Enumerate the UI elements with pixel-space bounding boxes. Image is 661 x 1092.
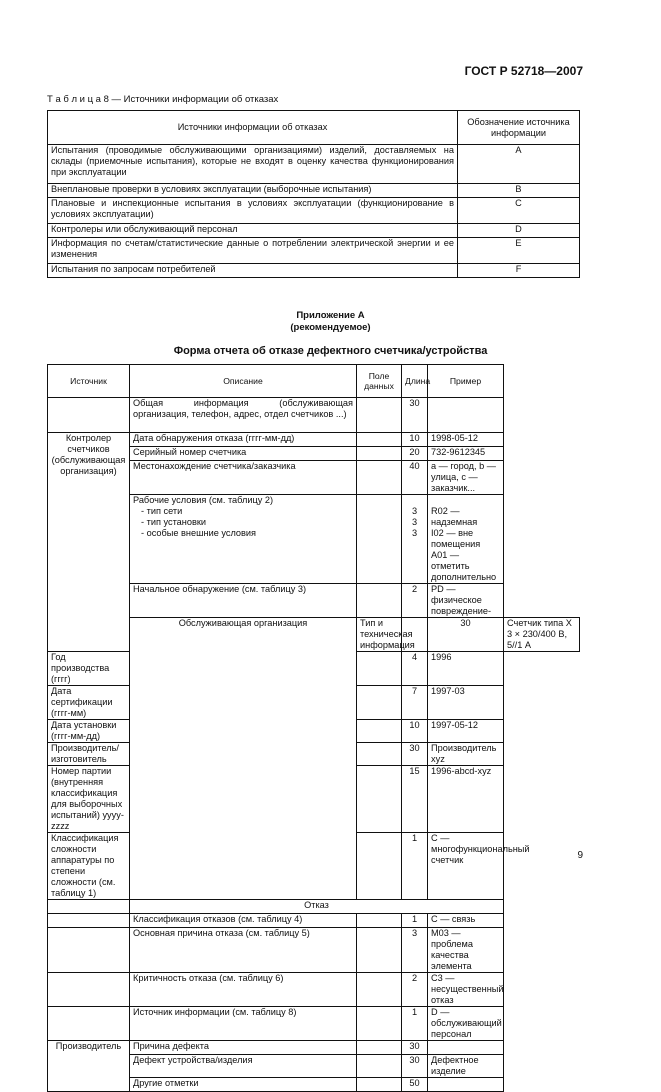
row-description: Источник информации (см. таблицу 8) [130,1007,357,1041]
row-length: 30 [402,743,428,766]
row-example: 732-9612345 [428,447,504,461]
sub-item: - тип сети [141,506,183,516]
row-length: 30 [402,1041,428,1055]
row-length: 50 [402,1078,428,1092]
row-description: Другие отметки [130,1078,357,1092]
table-row: Информация по счетам/статистические данные о потреблении электрической энергии и ее изменения [48,238,458,264]
row-length: 2 [402,584,428,618]
row-description: Начальное обнаружение (см. таблицу 3) [130,584,357,618]
row-example: a — город, b — улица, c — заказчик... [428,461,504,495]
appendix-title: Приложение А [296,310,365,321]
row-description: Критичность отказа (см. таблицу 6) [130,973,357,1007]
row-example: D — обслуживающий персонал [428,1007,504,1041]
row-length: 10 [402,720,428,743]
table-row: Контролеры или обслуживающий персонал [48,224,458,238]
table-cell: B [458,184,580,198]
row-description: Рабочие условия (см. таблицу 2) [133,495,274,505]
row-description: Серийный номер счетчика [130,447,357,461]
header-length: Длина [402,365,428,398]
row-example: 1997-03 [428,686,504,720]
row-description: Общая информация (обслуживающая организация, телефон, адрес, отдел счетчиков ...) [130,398,357,433]
document-code: ГОСТ Р 52718—2007 [464,64,583,78]
row-description: Номер партии (внутренняя классификация для выборочных испытаний) yyyy-zzzz [48,766,130,833]
row-length: 15 [402,766,428,833]
appendix-heading [0,310,661,334]
table-row: Испытания по запросам потребителей [48,264,458,278]
row-length: 20 [402,447,428,461]
row-operating-conditions [130,495,357,584]
form-table [47,364,580,1092]
row-description: Дата сертификации (гггг-мм) [48,686,130,720]
row-description: Основная причина отказа (см. таблицу 5) [130,928,357,973]
row-example: 1996 [428,652,504,686]
length-value: 3 [411,506,418,516]
header-example: Пример [428,365,504,398]
table-cell: C [458,198,580,224]
row-description: Местонахождение счетчика/заказчика [130,461,357,495]
row-description: Тип и техническая информация [357,618,402,652]
row-example: C3 — несущественный отказ [428,973,504,1007]
sub-item: - тип установки [141,517,206,527]
row-length [402,495,428,584]
row-example [428,495,504,584]
row-example [504,618,580,652]
example-value: Счетчик типа X [507,618,572,628]
row-example: PD — физическое повреждение- [428,584,504,618]
row-example: Производитель xyz [428,743,504,766]
section-failure: Отказ [130,900,504,914]
row-example [428,398,504,433]
table8-header-code: Обозначение источника информации [458,111,580,145]
source-meter-controller: Контролер счетчиков (обслуживающая организация) [48,433,130,652]
form-title: Форма отчета об отказе дефектного счетчика/устройства [173,345,488,357]
table-row: Внеплановые проверки в условиях эксплуатации (выборочные испытания) [48,184,458,198]
table-cell: F [458,264,580,278]
row-description: Классификация сложности аппаратуры по степени сложности (см. таблицу 1) [48,833,130,900]
row-length: 40 [402,461,428,495]
page-number: 9 [577,850,583,861]
row-description: Дата обнаружения отказа (гггг-мм-дд) [130,433,357,447]
table-row: Плановые и инспекционные испытания в условиях эксплуатации (функционирование в условиях эксплуатации) [48,198,458,224]
table8 [47,110,580,278]
row-length: 30 [402,398,428,433]
length-value: 3 [411,517,418,527]
row-example [428,1078,504,1092]
table-cell: A [458,145,580,184]
row-description: Дефект устройства/изделия [130,1055,357,1078]
example-value: 3 × 230/400 В, 5//1 А [507,629,568,650]
row-example: M03 — проблема качества элемента [428,928,504,973]
source-service-organization: Обслуживающая организация [130,618,357,900]
example-value: A01 — отметить дополнительно [431,550,497,582]
row-length: 4 [402,652,428,686]
row-example: 1997-05-12 [428,720,504,743]
row-example: 1998-05-12 [428,433,504,447]
row-example: C — связь [428,914,504,928]
row-description: Дата установки (гггг-мм-дд) [48,720,130,743]
row-description: Производитель/изготовитель [48,743,130,766]
row-example: 1996-abcd-xyz [428,766,504,833]
row-description: Классификация отказов (см. таблицу 4) [130,914,357,928]
table-cell: D [458,224,580,238]
row-example: Дефектное изделие [428,1055,504,1078]
appendix-subtitle: (рекомендуемое) [290,322,371,333]
row-length: 3 [402,928,428,973]
row-length: 1 [402,1007,428,1041]
row-example [428,1041,504,1055]
example-value: I02 — вне помещения [431,528,481,549]
source-manufacturer: Производитель [48,1041,130,1092]
row-length: 30 [428,618,504,652]
length-value: 3 [411,528,418,538]
sub-item: - особые внешние условия [141,528,257,538]
row-length: 2 [402,973,428,1007]
row-description: Год производства (гггг) [48,652,130,686]
header-source: Источник [48,365,130,398]
row-description: Причина дефекта [130,1041,357,1055]
row-length: 1 [402,914,428,928]
table-row: Испытания (проводимые обслуживающими организациями) изделий, доставляемых на склады (приемочные испытания), которые не входят в оценку качества функционирования при эксплуатации [48,145,458,184]
table8-header-sources: Источники информации об отказах [48,111,458,145]
example-value: R02 — надземная [431,506,478,527]
row-length: 10 [402,433,428,447]
table-cell: E [458,238,580,264]
row-example: C — многофункциональный счетчик [428,833,504,900]
row-length: 1 [402,833,428,900]
header-data-field: Поле данных [357,365,402,398]
table8-title: Т а б л и ц а 8 — Источники информации об отказах [47,94,279,105]
header-description: Описание [130,365,357,398]
row-length: 30 [402,1055,428,1078]
row-length: 7 [402,686,428,720]
